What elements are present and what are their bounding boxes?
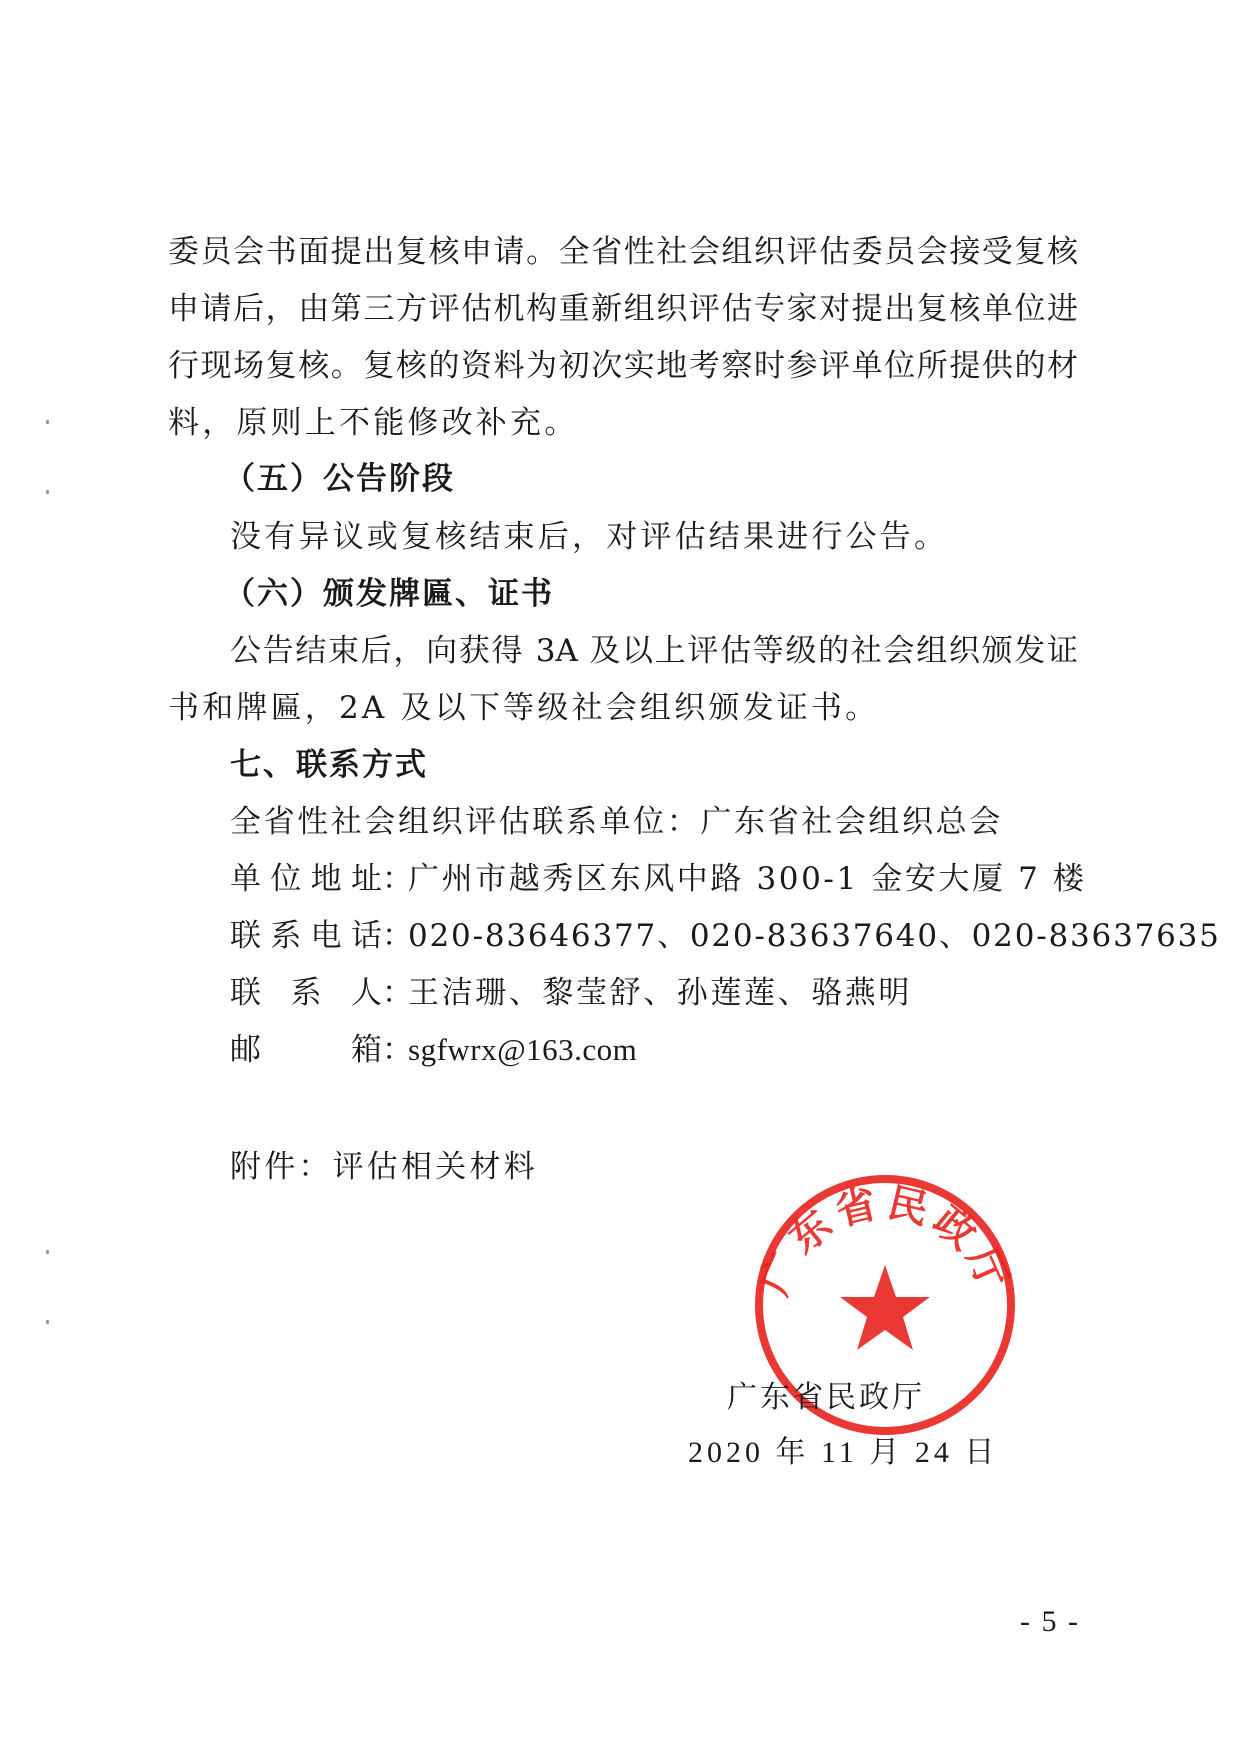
heading-section-5: （五）公告阶段 <box>224 461 455 497</box>
paragraph-1-line-4: 料，原则上不能修改补充。 <box>168 405 579 441</box>
page-number: - 5 - <box>1020 1605 1080 1638</box>
heading-section-7: 七、联系方式 <box>230 747 428 783</box>
paragraph-section-5: 没有异议或复核结束后，对评估结果进行公告。 <box>230 519 949 555</box>
paragraph-1-line-1: 委员会书面提出复核申请。全省性社会组织评估委员会接受复核 <box>168 234 1078 270</box>
contact-phone-value: 020-83646377、020-83637640、020-83637635 <box>408 918 1221 954</box>
contact-address <box>230 859 1087 899</box>
contact-unit-value: 广东省社会组织总会 <box>700 804 1003 840</box>
contact-phone <box>230 916 1221 956</box>
contact-email-value: sgfwrx@163.com <box>408 1032 638 1067</box>
heading-section-6: （六）颁发牌匾、证书 <box>224 576 554 612</box>
contact-address-colon: ： <box>382 861 413 897</box>
contact-unit <box>230 802 1003 842</box>
paragraph-1-line-2: 申请后，由第三方评估机构重新组织评估专家对提出复核单位进 <box>168 291 1078 327</box>
contact-phone-colon: ： <box>382 918 413 954</box>
contact-person <box>230 973 912 1013</box>
contact-email-label: 邮箱 <box>230 1032 382 1068</box>
contact-phone-label: 联系电话 <box>230 918 382 954</box>
contact-address-label: 单位地址 <box>230 861 382 897</box>
scan-artifact <box>46 1320 49 1324</box>
contact-person-colon: ： <box>382 975 413 1011</box>
contact-email-colon: ： <box>382 1032 413 1068</box>
scan-artifact <box>46 1250 49 1254</box>
signature-date: 2020 年 11 月 24 日 <box>688 1436 999 1469</box>
seal-text: 广东省民政厅 <box>751 1179 1019 1302</box>
signature-org: 广东省民政厅 <box>727 1380 925 1415</box>
contact-unit-colon: ： <box>666 804 701 840</box>
contact-person-label: 联系人 <box>230 975 382 1011</box>
contact-email <box>230 1030 637 1070</box>
scan-artifact <box>46 420 49 424</box>
contact-address-value: 广州市越秀区东风中路 300-1 金安大厦 7 楼 <box>408 861 1087 897</box>
paragraph-section-6-line-2: 书和牌匾，2A 及以下等级社会组织颁发证书。 <box>168 690 880 726</box>
contact-unit-label: 全省性社会组织评估联系单位 <box>230 804 667 840</box>
scan-artifact <box>46 490 49 494</box>
attachment-note: 附件：评估相关材料 <box>230 1149 538 1185</box>
paragraph-section-6-line-1: 公告结束后，向获得 3A 及以上评估等级的社会组织颁发证 <box>230 633 1078 669</box>
contact-person-value: 王洁珊、黎莹舒、孙莲莲、骆燕明 <box>408 975 912 1011</box>
paragraph-1-line-3: 行现场复核。复核的资料为初次实地考察时参评单位所提供的材 <box>168 348 1078 384</box>
